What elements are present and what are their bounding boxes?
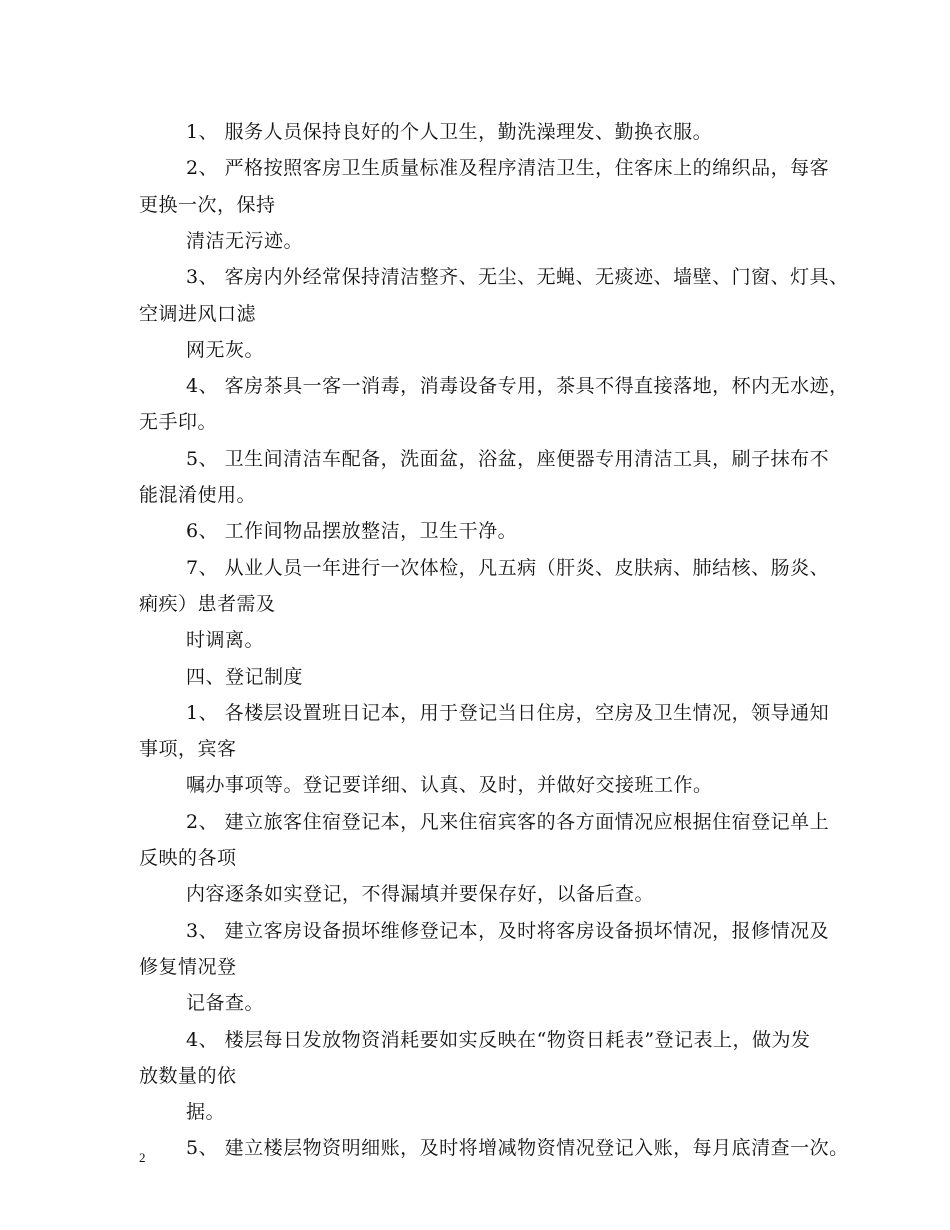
text-line: 2、 严格按照客房卫生质量标准及程序清洁卫生，住客床上的绵织品，每客 <box>186 157 830 180</box>
text-line: 1、 服务人员保持良好的个人卫生，勤洗澡理发、勤换衣服。 <box>186 121 713 143</box>
text-line: 记备查。 <box>186 992 265 1015</box>
text-line: 放数量的依 <box>139 1064 237 1087</box>
text-line: 4、 客房茶具一客一消毒，消毒设备专用，茶具不得直接落地，杯内无水迹， <box>186 375 849 398</box>
page-number: 2 <box>139 1150 146 1165</box>
text-line: 修复情况登 <box>139 955 237 978</box>
text-line: 内容逐条如实登记，不得漏填并要保存好，以备后查。 <box>186 883 655 906</box>
text-line: 5、 建立楼层物资明细账，及时将增减物资情况登记入账，每月底清查一次。 <box>186 1137 849 1160</box>
text-line: 4、 楼层每日发放物资消耗要如实反映在“物资日耗表”登记表上，做为发 <box>186 1028 811 1051</box>
text-line: 据。 <box>186 1101 226 1124</box>
text-line: 6、 工作间物品摆放整洁，卫生干净。 <box>186 520 518 543</box>
text-line: 事项，宾客 <box>139 738 237 761</box>
text-line: 时调离。 <box>186 629 265 652</box>
text-line: 清洁无污迹。 <box>186 229 304 252</box>
text-line: 更换一次，保持 <box>139 193 276 216</box>
text-line: 5、 卫生间清洁车配备，洗面盆，浴盆，座便器专用清洁工具，刷子抹布不 <box>186 447 830 470</box>
text-line: 嘱办事项等。登记要详细、认真、及时，并做好交接班工作。 <box>186 774 713 797</box>
text-line: 四、登记制度 <box>186 665 304 688</box>
text-line: 痢疾）患者需及 <box>139 592 276 615</box>
text-line: 网无灰。 <box>186 338 265 361</box>
text-line: 能混淆使用。 <box>139 484 257 506</box>
text-line: 反映的各项 <box>139 847 237 869</box>
text-line: 3、 建立客房设备损坏维修登记本，及时将客房设备损坏情况，报修情况及 <box>186 919 830 942</box>
text-line: 3、 客房内外经常保持清洁整齐、无尘、无蝇、无痰迹、墙壁、门窗、灯具、 <box>186 266 849 289</box>
text-line: 7、 从业人员一年进行一次体检，凡五病（肝炎、皮肤病、肺结核、肠炎、 <box>186 556 830 579</box>
text-line: 1、 各楼层设置班日记本，用于登记当日住房，空房及卫生情况，领导通知 <box>186 701 830 724</box>
text-line: 无手印。 <box>139 411 218 434</box>
text-line: 2、 建立旅客住宿登记本，凡来住宿宾客的各方面情况应根据住宿登记单上 <box>186 810 830 833</box>
text-line: 空调进风口滤 <box>139 302 257 325</box>
